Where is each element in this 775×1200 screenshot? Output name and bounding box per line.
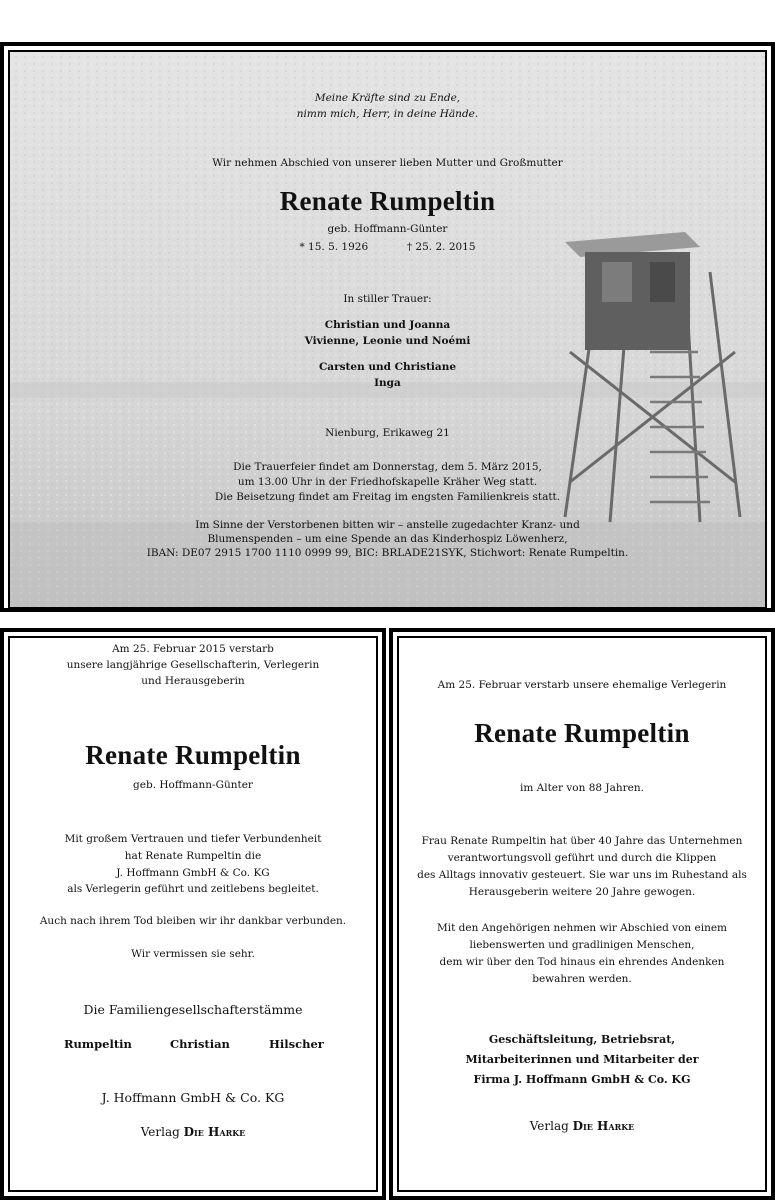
right-notice bbox=[389, 628, 775, 1200]
right-deceased-name: Renate Rumpeltin bbox=[474, 718, 690, 748]
farewell-intro: Wir nehmen Abschied von unserer lieben Mutter und Großmutter bbox=[212, 157, 563, 169]
left-deceased-name: Renate Rumpeltin bbox=[85, 740, 301, 770]
right-signature-line-1: Geschäftsleitung, Betriebsrat, bbox=[488, 1033, 676, 1046]
left-intro-line-1: Am 25. Februar 2015 verstarb bbox=[112, 643, 274, 655]
right-age: im Alter von 88 Jahren. bbox=[519, 782, 644, 794]
family-branch-christian: Christian bbox=[170, 1037, 230, 1051]
right-publisher bbox=[389, 1119, 775, 1133]
mourners-line-4: Inga bbox=[374, 377, 401, 389]
right-signature-line-3: Firma J. Hoffmann GmbH & Co. KG bbox=[473, 1073, 691, 1086]
right-para2-line-3: dem wir über den Tod hinaus ein ehrendes Andenken bbox=[439, 956, 725, 968]
right-para2-line-4: bewahren werden. bbox=[532, 973, 632, 985]
funeral-line-3: Die Beisetzung findet am Freitag im engsten Familienkreis statt. bbox=[214, 491, 561, 503]
left-text-line-6: Wir vermissen sie sehr. bbox=[131, 948, 255, 960]
right-publisher-prefix: Verlag bbox=[529, 1119, 569, 1133]
left-intro-line-2: unsere langjährige Gesellschafterin, Verlegerin bbox=[66, 659, 320, 671]
family-branch-rumpeltin: Rumpeltin bbox=[64, 1037, 132, 1051]
left-text-line-2: hat Renate Rumpeltin die bbox=[124, 850, 262, 862]
right-para1-line-2: verantwortungsvoll geführt und durch die Klippen bbox=[447, 852, 717, 864]
left-publisher bbox=[0, 1125, 386, 1139]
life-dates bbox=[0, 240, 775, 255]
family-heading: Die Familiengesellschafterstämme bbox=[83, 1002, 303, 1017]
left-notice bbox=[0, 628, 386, 1200]
left-text-line-1: Mit großem Vertrauen und tiefer Verbundenheit bbox=[64, 833, 322, 845]
left-intro-line-3: und Herausgeberin bbox=[141, 675, 245, 687]
mourning-heading: In stiller Trauer: bbox=[343, 293, 432, 305]
left-text-line-3: J. Hoffmann GmbH & Co. KG bbox=[116, 867, 270, 879]
right-intro: Am 25. Februar verstarb unsere ehemalige Verlegerin bbox=[437, 679, 727, 691]
death-date: † 25. 2. 2015 bbox=[406, 241, 476, 253]
funeral-line-1: Die Trauerfeier findet am Donnerstag, dem 5. März 2015, bbox=[233, 461, 542, 473]
birth-date: * 15. 5. 1926 bbox=[299, 241, 369, 253]
right-para1-line-3: des Alltags innovativ gesteuert. Sie war uns im Ruhestand als bbox=[417, 869, 747, 881]
mourners-line-3: Carsten und Christiane bbox=[318, 361, 457, 373]
left-publisher-prefix: Verlag bbox=[140, 1125, 180, 1139]
mourners-line-2: Vivienne, Leonie und Noémi bbox=[304, 335, 471, 347]
verse-line-2: nimm mich, Herr, in deine Hände. bbox=[296, 108, 479, 120]
right-signature-line-2: Mitarbeiterinnen und Mitarbeiter der bbox=[465, 1053, 699, 1066]
right-para2-line-1: Mit den Angehörigen nehmen wir Abschied von einem bbox=[436, 922, 728, 934]
left-publisher-name: Die Harke bbox=[183, 1125, 246, 1139]
right-publisher-name: Die Harke bbox=[572, 1119, 635, 1133]
right-para1-line-4: Herausgeberin weitere 20 Jahre gewogen. bbox=[468, 886, 696, 898]
donation-line-2: Blumenspenden – um eine Spende an das Kinderhospiz Löwenherz, bbox=[207, 533, 568, 545]
mourners-line-1: Christian und Joanna bbox=[324, 319, 451, 331]
verse-line-1: Meine Kräfte sind zu Ende, bbox=[314, 92, 461, 104]
left-maiden-name: geb. Hoffmann-Günter bbox=[133, 779, 253, 791]
funeral-line-2: um 13.00 Uhr in der Friedhofskapelle Kräher Weg statt. bbox=[237, 476, 538, 488]
right-para1-line-1: Frau Renate Rumpeltin hat über 40 Jahre das Unternehmen bbox=[421, 835, 743, 847]
maiden-name: geb. Hoffmann-Günter bbox=[327, 223, 448, 235]
family-branch-hilscher: Hilscher bbox=[269, 1037, 324, 1051]
address: Nienburg, Erikaweg 21 bbox=[325, 427, 450, 439]
left-text-line-4: als Verlegerin geführt und zeitlebens begleitet. bbox=[67, 883, 319, 895]
donation-line-1: Im Sinne der Verstorbenen bitten wir – anstelle zugedachter Kranz- und bbox=[195, 519, 580, 531]
left-company: J. Hoffmann GmbH & Co. KG bbox=[101, 1090, 285, 1105]
right-para2-line-2: liebenswerten und gradlinigen Menschen, bbox=[469, 939, 695, 951]
donation-line-3: IBAN: DE07 2915 1700 1110 0999 99, BIC: BRLADE21SYK, Stichwort: Renate Rumpeltin. bbox=[146, 547, 629, 559]
deceased-name: Renate Rumpeltin bbox=[279, 186, 496, 216]
left-text-line-5: Auch nach ihrem Tod bleiben wir ihr dankbar verbunden. bbox=[39, 915, 347, 927]
